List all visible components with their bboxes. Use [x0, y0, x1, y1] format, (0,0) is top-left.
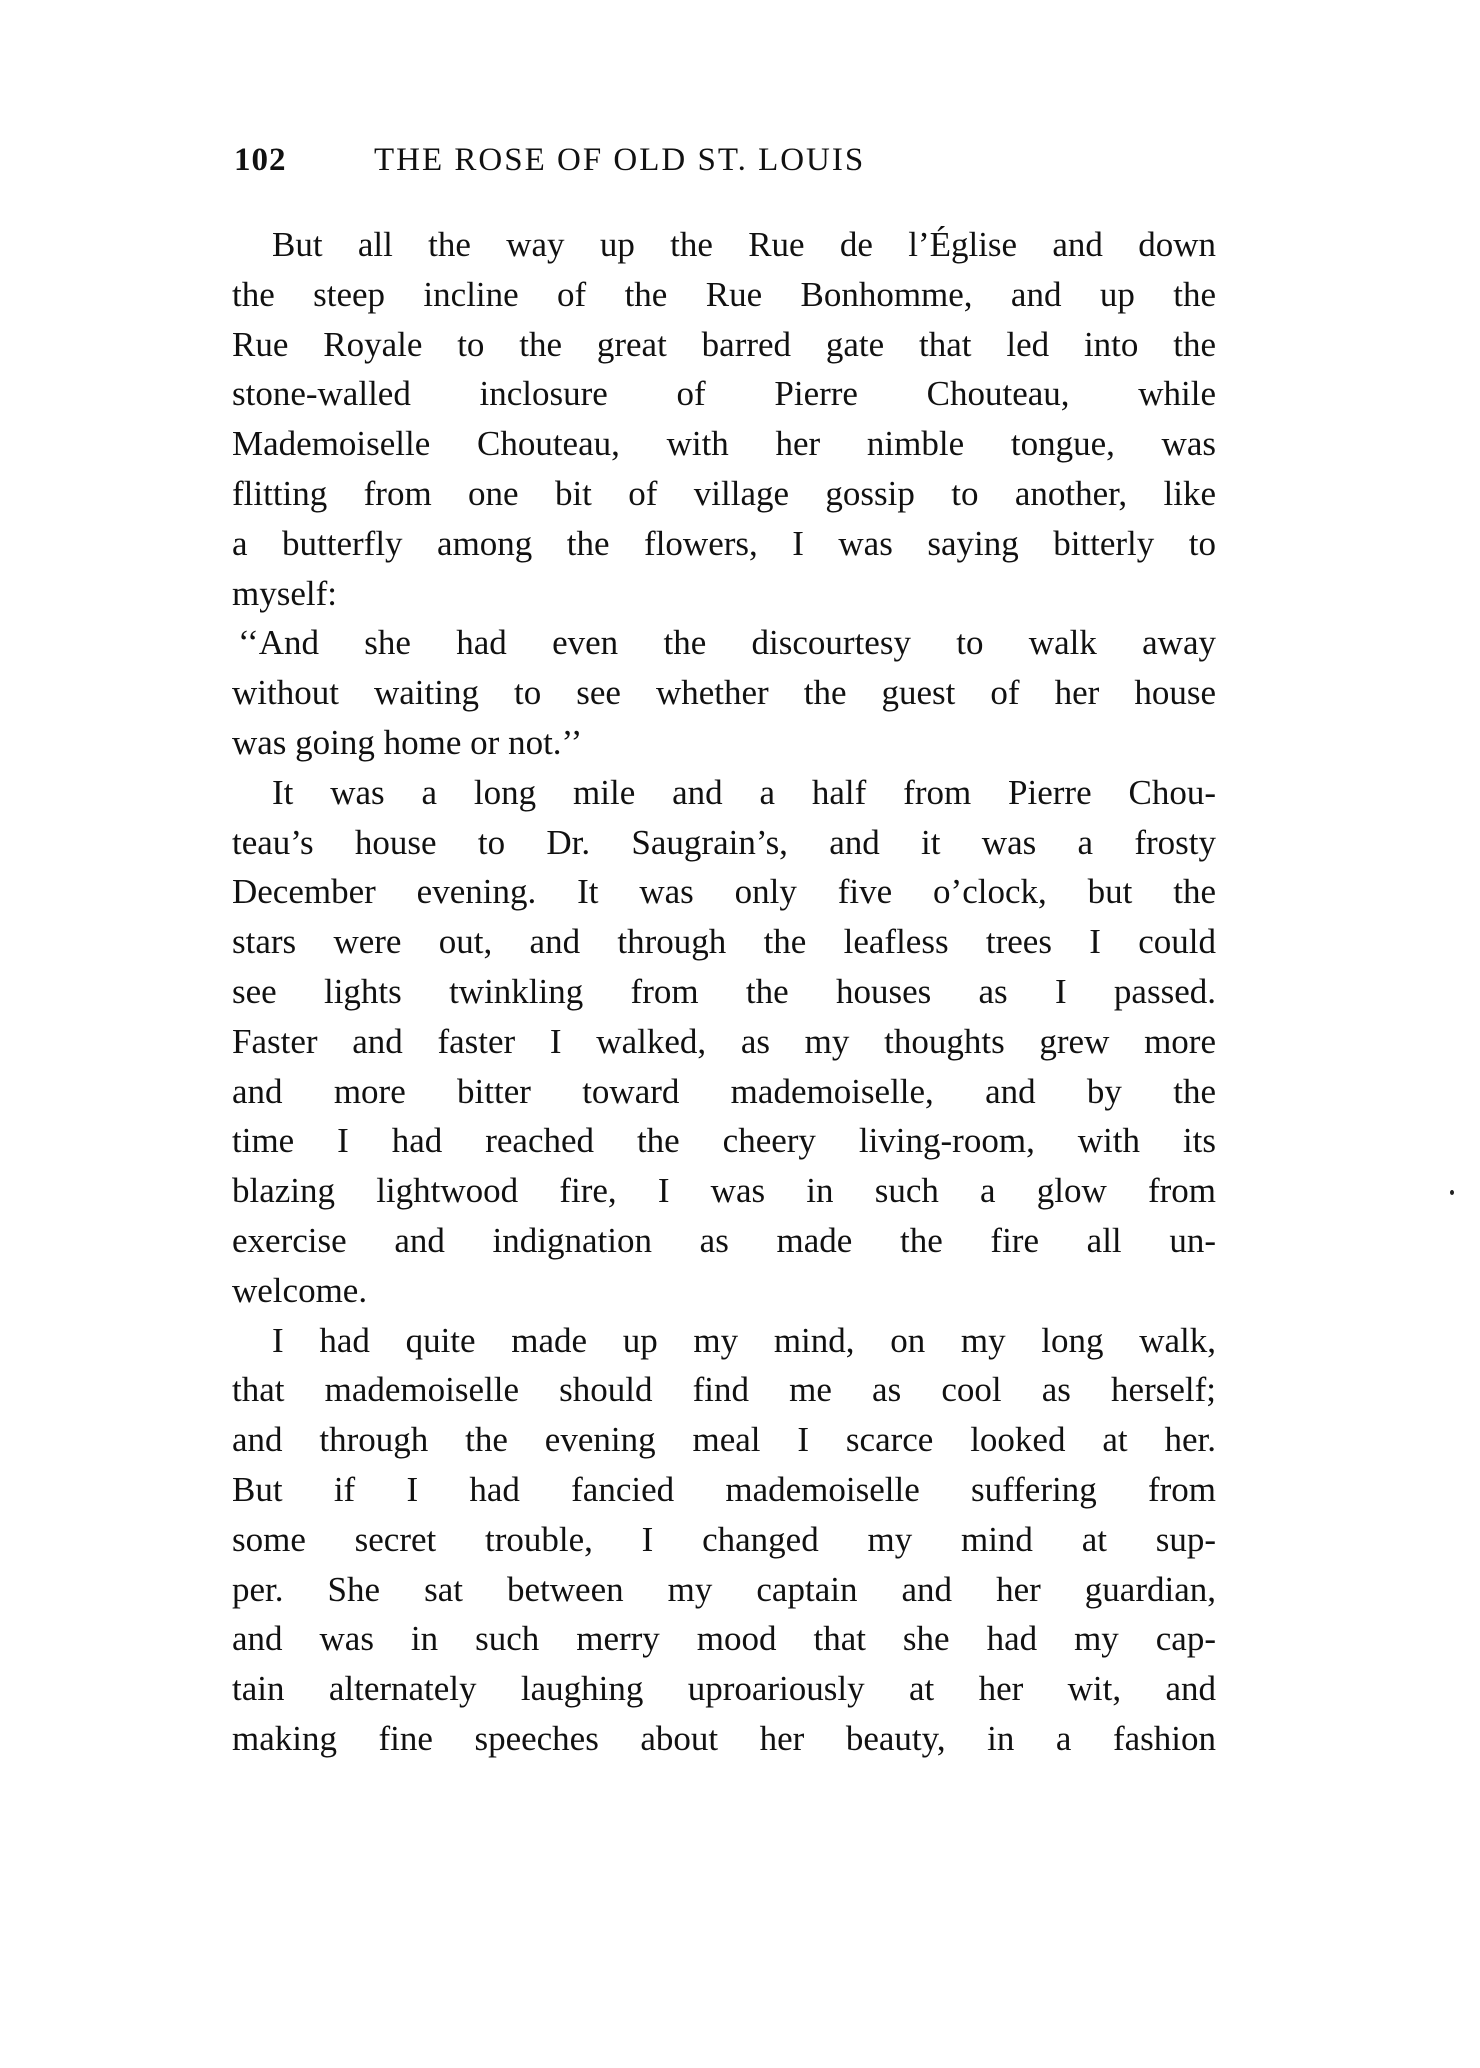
text-line: December evening. It was only five o’clock, but the [232, 872, 1216, 912]
text-line: But if I had fancied mademoiselle suffering from [232, 1469, 1216, 1509]
text-line: was going home or not.’’ [232, 722, 583, 762]
text-line: see lights twinkling from the houses as I passed. [232, 971, 1216, 1011]
text-line: tain alternately laughing uproariously at her wit, and [232, 1669, 1216, 1709]
text-line: flitting from one bit of village gossip to another, like [232, 473, 1216, 513]
text-line: a butterfly among the flowers, I was saying bitterly to [232, 523, 1216, 563]
text-line: stone-walled inclosure of Pierre Chouteau, while [232, 374, 1216, 414]
page-body [232, 220, 1216, 1764]
text-line: ‘‘And she had even the discourtesy to walk away [238, 623, 1216, 663]
page-number: 102 [234, 142, 287, 178]
text-line: making fine speeches about her beauty, in a fashion [232, 1718, 1216, 1758]
text-line: that mademoiselle should find me as cool as herself; [232, 1370, 1216, 1410]
text-line: It was a long mile and a half from Pierre Chou- [272, 772, 1216, 812]
ink-speck [1450, 1190, 1454, 1195]
text-line: exercise and indignation as made the fire all un- [232, 1220, 1216, 1260]
text-line: welcome. [232, 1270, 368, 1310]
text-line: without waiting to see whether the guest of her house [232, 673, 1216, 713]
text-line: Rue Royale to the great barred gate that led into the [232, 324, 1216, 364]
text-line: blazing lightwood fire, I was in such a glow from [232, 1171, 1216, 1211]
running-title: THE ROSE OF OLD ST. LOUIS [374, 142, 866, 178]
text-line: Faster and faster I walked, as my thoughts grew more [232, 1021, 1216, 1061]
page-header [232, 142, 1216, 192]
text-line: and was in such merry mood that she had my cap- [232, 1619, 1216, 1659]
text-line: per. She sat between my captain and her guardian, [232, 1569, 1216, 1609]
text-line: the steep incline of the Rue Bonhomme, and up the [232, 274, 1216, 314]
text-line: But all the way up the Rue de l’Église and down [272, 225, 1216, 264]
text-line: stars were out, and through the leafless trees I could [232, 922, 1216, 962]
text-line: time I had reached the cheery living-room, with its [232, 1121, 1216, 1161]
text-line: and more bitter toward mademoiselle, and by the [232, 1071, 1216, 1111]
text-line: I had quite made up my mind, on my long walk, [272, 1320, 1216, 1360]
text-line: teau’s house to Dr. Saugrain’s, and it was a frosty [232, 822, 1216, 862]
text-line: and through the evening meal I scarce looked at her. [232, 1420, 1216, 1460]
text-line: some secret trouble, I changed my mind at sup- [232, 1519, 1216, 1559]
text-line: myself: [232, 573, 337, 613]
text-line: Mademoiselle Chouteau, with her nimble tongue, was [232, 424, 1216, 464]
